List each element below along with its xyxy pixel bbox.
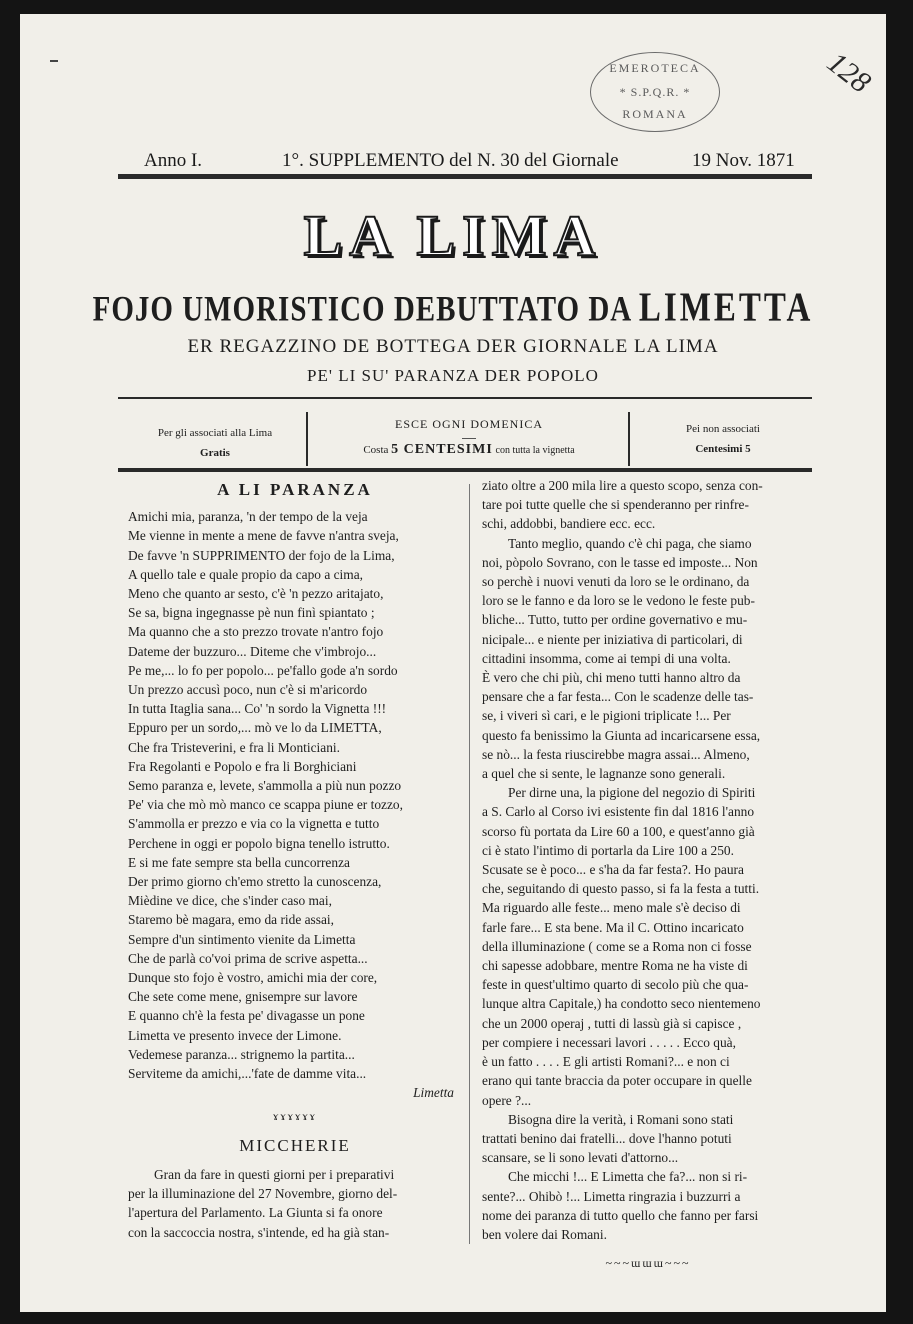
article-line: a S. Carlo al Corso ivi esistente fin dal 1816 l'anno: [482, 804, 755, 820]
poem-line: E si me fate sempre sta bella cuncorrenza: [128, 854, 350, 870]
article-line: questo fa benissimo la Giunta ad incaricarsene essa,: [482, 727, 761, 743]
poem-line: Staremo bè magara, emo da ride assai,: [128, 912, 334, 928]
poem-line: Dateme der buzzuro... Diteme che v'imbrojo...: [128, 643, 377, 659]
article-line: scansare, se li sono levati d'attorno...: [482, 1150, 679, 1166]
article-line: Bisogna dire la verità, i Romani sono stati: [508, 1111, 734, 1127]
poem-line: Fra Regolanti e Popolo e fra li Borghiciani: [128, 758, 357, 774]
subtitle-text: FOJO UMORISTICO DEBUTTATO DA: [92, 289, 631, 330]
poem-line: Un prezzo accusì poco, nun c'è si m'aricordo: [128, 682, 368, 698]
poem-line: Meno che quanto ar sesto, c'è 'n pezzo aritajato,: [128, 586, 384, 602]
poem-line: Semo paranza e, levete, s'ammolla a più nun pozzo: [128, 778, 402, 794]
margin-mark: [50, 60, 58, 62]
column-rule: [469, 484, 470, 1244]
header-anno: Anno I.: [144, 150, 203, 171]
article-line: schi, addobbi, bandiere ecc. ecc.: [482, 516, 656, 532]
newspaper-page: [20, 14, 886, 1312]
article-line: scorso fù portata da Lire 60 a 100, e quest'anno già: [482, 823, 755, 839]
info-center-top: ESCE OGNI DOMENICA: [395, 417, 543, 431]
library-stamp: [590, 52, 720, 132]
masthead-subtitle: [20, 285, 886, 331]
article-line: con la saccoccia nostra, s'intende, ed ha già stan-: [128, 1224, 390, 1240]
article-line: se, i viveri sì cari, e le pigioni triplicate !... Per: [482, 708, 731, 724]
info-price-tail: con tutta la vignetta: [495, 445, 575, 456]
poem-line: Che de parlà co'voi prima de scrive aspetta...: [128, 950, 368, 966]
article-line: della illuminazione ( come se a Roma non ci fosse: [482, 938, 752, 954]
poem-line: Serviteme da amichi,...'fate de damme vita...: [128, 1066, 367, 1082]
article-line: l'apertura del Parlamento. La Giunta si fa onore: [128, 1205, 383, 1221]
poem-line: Amichi mia, paranza, 'n der tempo de la veja: [128, 509, 368, 525]
article-line: tare poi tutte quelle che si spenderanno per rinfre-: [482, 497, 749, 513]
poem-line: Der primo giorno ch'emo stretto la cunoscenza,: [128, 874, 382, 890]
article-line: ziato oltre a 200 mila lire a questo scopo, senza con-: [482, 478, 763, 493]
stamp-line-3: ROMANA: [622, 107, 688, 121]
article-line: opere ?...: [482, 1092, 532, 1108]
end-ornament: ~~~ɯɯɯ~~~: [605, 1256, 691, 1271]
miccherie-title: MICCHERIE: [239, 1135, 351, 1155]
info-center-price-line: [312, 442, 626, 458]
handwritten-page-number: 128: [820, 45, 877, 100]
article-line: loro se le fanno e da loro se le vedono le feste pub-: [482, 593, 755, 609]
article-line: Per dirne una, la pigione del negozio di Spiriti: [508, 785, 756, 801]
poem-line: De favve 'n SUPPRIMENTO der fojo de la Lima,: [128, 547, 395, 563]
article-line: che, seguitando di questo passo, si fa la festa a tutti.: [482, 881, 760, 897]
info-bottom-rule: [118, 468, 812, 472]
article-line: Tanto meglio, quando c'è chi paga, che siamo: [508, 535, 752, 551]
right-column: [482, 476, 814, 1273]
poem-line: Perchene in oggi er popolo bigna tenello istrutto.: [128, 835, 390, 851]
poem-line: Ma quanno che a sto prezzo trovate n'antro fojo: [128, 624, 384, 640]
header-date: 19 Nov. 1871: [692, 150, 795, 171]
header-rule: [118, 174, 812, 179]
article-line: ben volere dai Romani.: [482, 1226, 607, 1242]
info-right-label: Pei non associati: [686, 423, 760, 435]
article-line: lunque altra Capitale,) ha condotto seco nientemeno: [482, 996, 761, 1012]
info-box-center: [312, 411, 626, 467]
article-line: trattati benino dai fratelli... dove l'hanno potuti: [482, 1130, 732, 1146]
article-line: so perchè i nuovi venuti da loro se le ordinano, da: [482, 574, 750, 590]
article-line: per la illuminazione del 27 Novembre, giorno del-: [128, 1186, 398, 1202]
article-line: noi, pòpolo Sovrano, con le tasse ed imposte... Non: [482, 554, 758, 570]
info-box-left: [124, 411, 306, 467]
article-line: Gran da fare in questi giorni per i preparativi: [154, 1166, 395, 1182]
article-line: chi sapesse adobbare, mentre Roma ne ha viste di: [482, 958, 748, 974]
poem-line: Sempre d'un sintimento vienite da Limetta: [128, 931, 356, 947]
poem-line: E quanno ch'è la festa pe' divagasse un pone: [128, 1008, 365, 1024]
masthead-title: LA LIMA: [303, 203, 603, 268]
article-line: che un 2000 operaj , tutti di lassù già si capisce ,: [482, 1015, 742, 1031]
section-ornament: ɤɤɤɤɤɤ: [273, 1108, 317, 1123]
info-top-rule: [118, 397, 812, 399]
article-line: bliche... Tutto, tutto per ordine governativo e mu-: [482, 612, 748, 628]
info-right-value: Centesimi 5: [695, 443, 751, 455]
article-line: ci è stato l'intimo di portarla da Lire 100 a 250.: [482, 842, 734, 858]
article-line: Che micchi !... E Limetta che fa?... non si ri-: [508, 1169, 748, 1185]
poem-line: Dunque sto fojo è vostro, amichi mia der core,: [128, 970, 378, 986]
poem-line: Pe' via che mò mò manco ce scappa piune er tozzo,: [128, 797, 403, 813]
article-line: sente?... Ohibò !... Limetta ringrazia i buzzurri a: [482, 1188, 741, 1204]
masthead-line-3: PE' LI SU' PARANZA DER POPOLO: [307, 366, 599, 385]
article-line: pensare che a far festa... Con le scadenze delle tas-: [482, 689, 754, 705]
poem-line: Che fra Tristeverini, e fra li Monticiani.: [128, 739, 340, 755]
article-line: Scusate se è poco... e s'ha da far festa?. Ho paura: [482, 862, 744, 878]
article-line: Ma riguardo alle feste... meno male s'è deciso di: [482, 900, 741, 916]
article-line: è un fatto . . . . E gli artisti Romani?... e non ci: [482, 1054, 730, 1070]
poem-line: Pe me,... lo fo per popolo... pe'fallo gode a'n sordo: [128, 662, 398, 678]
poem-line: Me vienne in mente a mene de favve n'antra sveja,: [128, 528, 399, 544]
info-price: 5 CENTESIMI: [391, 442, 493, 457]
article-line: feste in quest'ultimo quarto di secolo più che qua-: [482, 977, 749, 993]
poem-line: Eppuro per un sordo,... mò ve lo da LIMETTA,: [128, 720, 382, 736]
info-divider-left: [306, 412, 308, 466]
poem-line: Limetta ve presento invece der Limone.: [128, 1027, 342, 1043]
info-center-dash: [462, 438, 476, 439]
header-supplement: 1°. SUPPLEMENTO del N. 30 del Giornale: [282, 150, 619, 171]
article-line: farle fare... E sta bene. Ma il C. Ottino incaricato: [482, 919, 744, 935]
article-line: per compiere i necessari lavori . . . . . Ecco quà,: [482, 1034, 736, 1050]
poem-line: S'ammolla er prezzo e via co la vignetta e tutto: [128, 816, 380, 832]
info-left-label: Per gli associati alla Lima: [157, 427, 273, 439]
poem-line: Se sa, bigna ingegnasse pè nun finì spiantato ;: [128, 605, 375, 621]
poem-line: Che sete come mene, gnisempre sur lavore: [128, 989, 358, 1005]
article-line: a quel che si sente, le lagnanze sono generali.: [482, 766, 726, 782]
article-line: nicipale... e niente per iniziativa di particolari, di: [482, 631, 743, 647]
poem-title: A LI PARANZA: [217, 480, 373, 499]
stamp-line-2: * S.P.Q.R. *: [619, 85, 691, 99]
info-box-right: [632, 411, 814, 467]
poem-line: In tutta Itaglia sana... Co' 'n sordo la Vignetta !!!: [128, 701, 387, 717]
info-left-value: Gratis: [200, 447, 230, 459]
article-line: se nò... la festa riuscirebbe magra assai... Almeno,: [482, 746, 750, 762]
article-line: È vero che chi più, chi meno tutti hanno altro da: [482, 670, 741, 686]
stamp-line-1: EMEROTECA: [609, 61, 701, 75]
poem-line: Vedemese paranza... strignemo la partita...: [128, 1046, 355, 1062]
poem-line: A quello tale e quale propio da capo a cima,: [128, 566, 363, 582]
info-costa: Costa: [363, 444, 389, 456]
info-divider-right: [628, 412, 630, 466]
article-line: cittadini insomma, come ai tempi di una volta.: [482, 650, 731, 666]
poem-signature: Limetta: [413, 1085, 454, 1101]
article-line: nome dei paranza di tutto quello che fanno per farsi: [482, 1207, 759, 1223]
left-column: [128, 480, 462, 1242]
subtitle-limetta: LIMETTA: [638, 285, 814, 331]
masthead-line-2: ER REGAZZINO DE BOTTEGA DER GIORNALE LA LIMA: [187, 336, 719, 357]
article-line: erano qui tante braccia da poter occupare in quelle: [482, 1073, 752, 1089]
poem-line: Mièdine ve dice, che s'inder caso mai,: [128, 893, 332, 909]
